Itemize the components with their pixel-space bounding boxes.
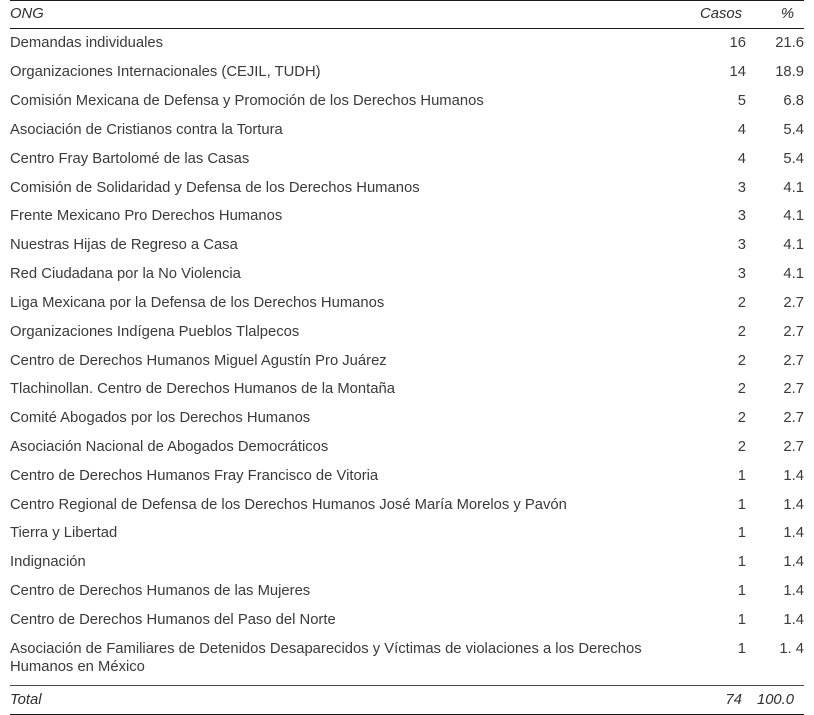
ong-cases-table bbox=[10, 0, 804, 715]
table-row bbox=[10, 375, 804, 404]
cell-percent: 2.7 bbox=[783, 410, 804, 427]
column-header-percent: % bbox=[746, 1, 804, 29]
cell-percent: 2.7 bbox=[783, 381, 804, 398]
cell-ong-name: Red Ciudadana por la No Violencia bbox=[10, 266, 241, 283]
cell-ong-name: Asociación Nacional de Abogados Democráticos bbox=[10, 438, 329, 455]
cell-percent: 4.1 bbox=[783, 208, 804, 225]
cell-casos: 1 bbox=[737, 496, 746, 513]
cell-casos: 2 bbox=[737, 410, 746, 427]
cell-percent: 1.4 bbox=[783, 496, 804, 513]
table-total-row bbox=[10, 686, 804, 715]
total-label: Total bbox=[10, 686, 686, 715]
cell-casos: 1 bbox=[737, 611, 746, 628]
cell-casos: 1 bbox=[737, 640, 746, 657]
cell-percent: 4.1 bbox=[783, 266, 804, 283]
cell-casos: 2 bbox=[737, 352, 746, 369]
table-row bbox=[10, 115, 804, 144]
cell-casos: 4 bbox=[737, 150, 746, 167]
table-row bbox=[10, 144, 804, 173]
cell-ong-name: Centro de Derechos Humanos de las Mujeres bbox=[10, 583, 311, 600]
cell-casos: 16 bbox=[729, 35, 746, 52]
column-header-row bbox=[10, 1, 804, 29]
cell-ong-name: Asociación de Cristianos contra la Tortura bbox=[10, 121, 283, 138]
cell-percent: 1.4 bbox=[783, 525, 804, 542]
cell-percent: 1.4 bbox=[783, 467, 804, 484]
cell-percent: 1.4 bbox=[783, 611, 804, 628]
cell-percent: 18.9 bbox=[775, 64, 804, 81]
table-row bbox=[10, 29, 804, 58]
cell-ong-name: Nuestras Hijas de Regreso a Casa bbox=[10, 237, 238, 254]
table-row bbox=[10, 58, 804, 87]
cell-percent: 2.7 bbox=[783, 438, 804, 455]
table-body bbox=[10, 29, 804, 715]
table-row bbox=[10, 346, 804, 375]
cell-ong-name: Centro de Derechos Humanos Fray Francisco de Vitoria bbox=[10, 467, 379, 484]
cell-casos: 5 bbox=[737, 93, 746, 110]
table-row bbox=[10, 577, 804, 606]
table-row bbox=[10, 317, 804, 346]
cell-ong-name: Demandas individuales bbox=[10, 35, 163, 52]
table-row bbox=[10, 461, 804, 490]
cell-ong-name: Tlachinollan. Centro de Derechos Humanos de la Montaña bbox=[10, 381, 395, 398]
cell-casos: 3 bbox=[737, 266, 746, 283]
cell-casos: 1 bbox=[737, 554, 746, 571]
cell-ong-name: Frente Mexicano Pro Derechos Humanos bbox=[10, 208, 283, 225]
cell-percent: 21.6 bbox=[775, 35, 804, 52]
cell-percent: 4.1 bbox=[783, 179, 804, 196]
cell-casos: 2 bbox=[737, 381, 746, 398]
total-casos: 74 bbox=[686, 686, 746, 715]
table-row bbox=[10, 634, 804, 681]
table-row bbox=[10, 548, 804, 577]
table-row bbox=[10, 231, 804, 260]
table-header bbox=[10, 1, 804, 29]
cell-casos: 1 bbox=[737, 583, 746, 600]
cell-percent: 1. 4 bbox=[779, 640, 804, 657]
cell-casos: 3 bbox=[737, 179, 746, 196]
cell-percent: 6.8 bbox=[783, 93, 804, 110]
cell-casos: 2 bbox=[737, 323, 746, 340]
cell-ong-name: Liga Mexicana por la Defensa de los Derechos Humanos bbox=[10, 294, 385, 311]
cell-ong-name: Asociación de Familiares de Detenidos Desaparecidos y Víctimas de violaciones a los Derechos Humanos en México bbox=[10, 640, 642, 675]
cell-casos: 4 bbox=[737, 121, 746, 138]
cell-casos: 1 bbox=[737, 467, 746, 484]
cell-ong-name: Comisión de Solidaridad y Defensa de los Derechos Humanos bbox=[10, 179, 420, 196]
cell-casos: 1 bbox=[737, 525, 746, 542]
cell-ong-name: Organizaciones Indígena Pueblos Tlalpecos bbox=[10, 323, 300, 340]
cell-percent: 1.4 bbox=[783, 554, 804, 571]
cell-percent: 1.4 bbox=[783, 583, 804, 600]
cell-casos: 14 bbox=[729, 64, 746, 81]
cell-casos: 2 bbox=[737, 438, 746, 455]
table-row bbox=[10, 519, 804, 548]
cell-ong-name: Tierra y Libertad bbox=[10, 525, 118, 542]
cell-percent: 2.7 bbox=[783, 323, 804, 340]
cell-ong-name: Centro de Derechos Humanos Miguel Agustín Pro Juárez bbox=[10, 352, 387, 369]
cell-casos: 3 bbox=[737, 208, 746, 225]
cell-percent: 5.4 bbox=[783, 150, 804, 167]
table-row bbox=[10, 202, 804, 231]
cell-percent: 5.4 bbox=[783, 121, 804, 138]
table-row bbox=[10, 433, 804, 462]
cell-ong-name: Centro Fray Bartolomé de las Casas bbox=[10, 150, 250, 167]
column-header-casos: Casos bbox=[686, 1, 746, 29]
cell-ong-name: Centro Regional de Defensa de los Derechos Humanos José María Morelos y Pavón bbox=[10, 496, 567, 513]
table-row bbox=[10, 288, 804, 317]
cell-ong-name: Centro de Derechos Humanos del Paso del Norte bbox=[10, 611, 336, 628]
table-row bbox=[10, 490, 804, 519]
table-row bbox=[10, 404, 804, 433]
cell-ong-name: Indignación bbox=[10, 554, 86, 571]
cell-casos: 2 bbox=[737, 294, 746, 311]
column-header-ong: ONG bbox=[10, 1, 686, 29]
cell-ong-name: Comisión Mexicana de Defensa y Promoción de los Derechos Humanos bbox=[10, 93, 484, 110]
cell-percent: 4.1 bbox=[783, 237, 804, 254]
table-row bbox=[10, 87, 804, 116]
cell-casos: 3 bbox=[737, 237, 746, 254]
cell-ong-name: Organizaciones Internacionales (CEJIL, TUDH) bbox=[10, 64, 321, 81]
cell-ong-name: Comité Abogados por los Derechos Humanos bbox=[10, 410, 311, 427]
table-row bbox=[10, 260, 804, 289]
cell-percent: 2.7 bbox=[783, 352, 804, 369]
table-row bbox=[10, 606, 804, 635]
table-row bbox=[10, 173, 804, 202]
cell-percent: 2.7 bbox=[783, 294, 804, 311]
total-percent: 100.0 bbox=[746, 686, 804, 715]
